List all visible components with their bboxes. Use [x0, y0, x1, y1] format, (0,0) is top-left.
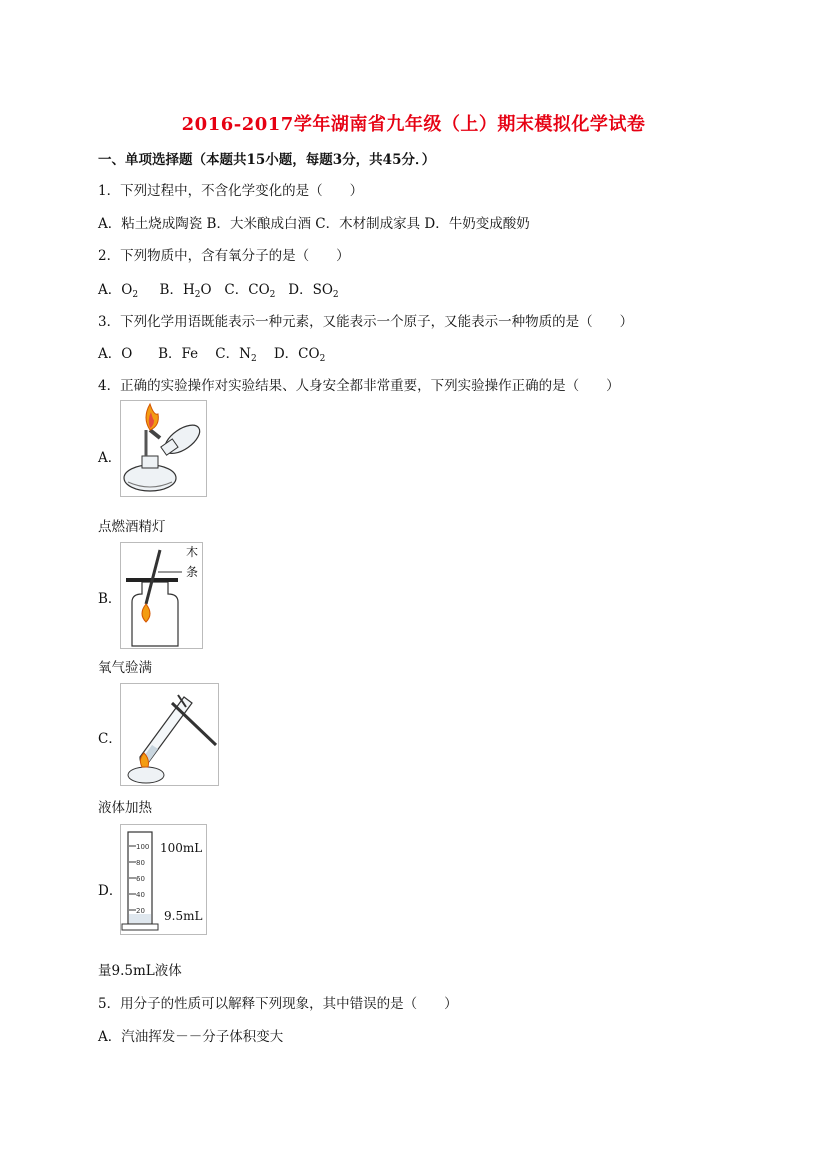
question-4-stem: 4．正确的实验操作对实验结果、人身安全都非常重要，下列实验操作正确的是（ ）	[98, 378, 620, 394]
section-heading: 一、单项选择题（本题共15小题，每题3分，共45分．）	[98, 152, 436, 168]
tick-label: 60	[136, 875, 145, 883]
option-b-caption: 氧气验满	[98, 660, 152, 676]
question-1-stem: 1．下列过程中，不含化学变化的是（ ）	[98, 183, 364, 199]
question-3-stem: 3．下列化学用语既能表示一种元素，又能表示一个原子，又能表示一种物质的是（ ）	[98, 314, 634, 330]
option-c: C．$CO_2$	[224, 282, 276, 300]
option-b: B．$H_2O$	[159, 282, 212, 300]
option-a-caption: 点燃酒精灯	[98, 519, 166, 535]
liquid-heating-figure	[120, 683, 220, 787]
option-d-letter: D．	[98, 883, 123, 899]
option-d: D．$SO_2$	[288, 282, 339, 300]
option-c-letter: C．	[98, 731, 122, 747]
option-a: A．O	[98, 346, 133, 362]
alcohol-lamp-lighting-figure	[120, 400, 208, 498]
exam-title: 2016-2017学年湖南省九年级（上）期末模拟化学试卷	[181, 114, 646, 135]
label-9-5ml: 9.5mL	[164, 909, 203, 923]
option-a: A．$O_2$	[98, 282, 139, 300]
option-d: D．$CO_2$	[273, 346, 326, 364]
graduated-cylinder-figure	[120, 824, 208, 936]
question-5-stem: 5．用分子的性质可以解释下列现象，其中错误的是（ ）	[98, 996, 458, 1012]
label-100ml: 100mL	[160, 841, 203, 855]
tick-label: 100	[136, 843, 150, 851]
tick-label: 80	[136, 859, 145, 867]
tick-label: 20	[136, 907, 145, 915]
option-b-letter: B．	[98, 591, 122, 607]
option-c: C．$N_2$	[215, 346, 257, 364]
option-c-caption: 液体加热	[98, 800, 152, 816]
option-a-letter: A．	[98, 450, 122, 466]
tick-label: 40	[136, 891, 145, 899]
question-5-option-a: A．汽油挥发－－分子体积变大	[98, 1029, 284, 1045]
question-2-options	[98, 280, 339, 305]
question-3-options	[98, 344, 325, 369]
question-1-options: A．粘土烧成陶瓷 B．大米酿成白酒 C．木材制成家具 D．牛奶变成酸奶	[98, 216, 530, 232]
oxygen-test-figure	[120, 542, 210, 650]
question-2-stem: 2．下列物质中，含有氧分子的是（ ）	[98, 248, 350, 264]
option-b: B．Fe	[158, 346, 199, 362]
label-wood: 木	[186, 545, 199, 559]
label-stick: 条	[186, 565, 199, 579]
option-d-caption: 量9.5mL液体	[98, 963, 182, 979]
